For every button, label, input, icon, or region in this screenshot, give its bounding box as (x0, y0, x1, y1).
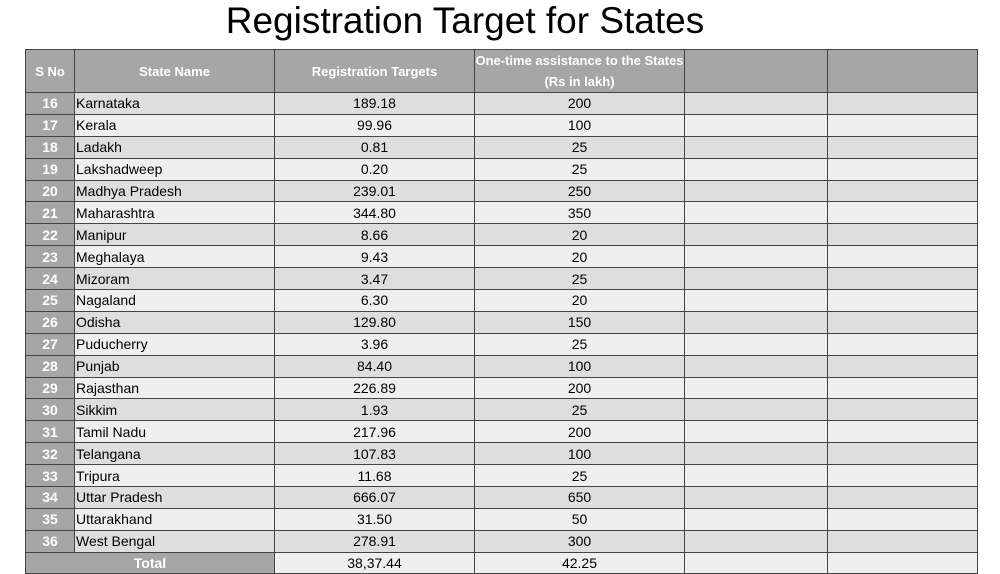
cell-state-name: Mizoram (75, 268, 275, 290)
table-row (26, 487, 978, 509)
cell-registration-target: 11.68 (275, 465, 475, 487)
cell-extra-2 (828, 443, 978, 465)
table-row (26, 508, 978, 530)
table-row (26, 246, 978, 268)
cell-state-name: West Bengal (75, 530, 275, 552)
cell-state-name: Puducherry (75, 333, 275, 355)
cell-sno: 35 (26, 508, 75, 530)
cell-extra-2 (828, 311, 978, 333)
total-target: 38,37.44 (275, 552, 475, 573)
cell-registration-target: 8.66 (275, 224, 475, 246)
cell-extra-1 (685, 202, 828, 224)
cell-sno: 25 (26, 290, 75, 312)
cell-registration-target: 107.83 (275, 443, 475, 465)
cell-sno: 17 (26, 114, 75, 136)
table-row (26, 399, 978, 421)
table-row (26, 377, 978, 399)
cell-extra-2 (828, 290, 978, 312)
cell-registration-target: 3.47 (275, 268, 475, 290)
cell-registration-target: 278.91 (275, 530, 475, 552)
cell-state-name: Uttar Pradesh (75, 487, 275, 509)
cell-state-name: Meghalaya (75, 246, 275, 268)
cell-extra-2 (828, 202, 978, 224)
header-state-name: State Name (75, 50, 275, 93)
cell-sno: 16 (26, 93, 75, 115)
cell-sno: 31 (26, 421, 75, 443)
cell-state-name: Tamil Nadu (75, 421, 275, 443)
cell-sno: 33 (26, 465, 75, 487)
cell-extra-2 (828, 421, 978, 443)
cell-extra-2 (828, 180, 978, 202)
cell-extra-2 (828, 224, 978, 246)
cell-registration-target: 3.96 (275, 333, 475, 355)
cell-assistance: 650 (475, 487, 685, 509)
cell-sno: 19 (26, 158, 75, 180)
cell-extra-1 (685, 443, 828, 465)
cell-registration-target: 344.80 (275, 202, 475, 224)
table-row (26, 114, 978, 136)
cell-extra-2 (828, 530, 978, 552)
cell-extra-1 (685, 93, 828, 115)
table-row (26, 93, 978, 115)
header-registration-targets: Registration Targets (275, 50, 475, 93)
cell-extra-1 (685, 399, 828, 421)
cell-extra-2 (828, 93, 978, 115)
cell-registration-target: 99.96 (275, 114, 475, 136)
cell-assistance: 20 (475, 246, 685, 268)
cell-registration-target: 0.81 (275, 136, 475, 158)
cell-extra-2 (828, 508, 978, 530)
cell-extra-1 (685, 246, 828, 268)
table-row (26, 421, 978, 443)
cell-extra-2 (828, 246, 978, 268)
cell-state-name: Sikkim (75, 399, 275, 421)
cell-extra-2 (828, 136, 978, 158)
cell-extra-1 (685, 377, 828, 399)
cell-extra-2 (828, 268, 978, 290)
cell-state-name: Kerala (75, 114, 275, 136)
cell-extra-2 (828, 333, 978, 355)
table-row (26, 268, 978, 290)
cell-assistance: 25 (475, 465, 685, 487)
cell-extra-1 (685, 290, 828, 312)
cell-assistance: 350 (475, 202, 685, 224)
cell-extra-2 (828, 399, 978, 421)
cell-sno: 30 (26, 399, 75, 421)
cell-extra-1 (685, 114, 828, 136)
cell-assistance: 150 (475, 311, 685, 333)
table-row (26, 333, 978, 355)
cell-extra-1 (685, 421, 828, 443)
header-row (26, 50, 978, 93)
total-label: Total (26, 552, 275, 573)
cell-extra-1 (685, 333, 828, 355)
cell-extra-2 (828, 114, 978, 136)
cell-extra-2 (828, 377, 978, 399)
cell-assistance: 300 (475, 530, 685, 552)
cell-extra-2 (828, 465, 978, 487)
cell-assistance: 100 (475, 114, 685, 136)
page-title: Registration Target for States (225, 0, 705, 41)
cell-extra-1 (685, 268, 828, 290)
cell-assistance: 100 (475, 355, 685, 377)
cell-extra-1 (685, 224, 828, 246)
cell-assistance: 25 (475, 158, 685, 180)
cell-sno: 22 (26, 224, 75, 246)
cell-sno: 36 (26, 530, 75, 552)
cell-sno: 34 (26, 487, 75, 509)
cell-sno: 29 (26, 377, 75, 399)
cell-sno: 24 (26, 268, 75, 290)
cell-registration-target: 239.01 (275, 180, 475, 202)
cell-sno: 18 (26, 136, 75, 158)
cell-sno: 27 (26, 333, 75, 355)
table-row (26, 355, 978, 377)
table-row (26, 224, 978, 246)
cell-extra-1 (685, 180, 828, 202)
header-extra-1 (685, 50, 828, 93)
table-row (26, 443, 978, 465)
table-row (26, 136, 978, 158)
cell-sno: 23 (26, 246, 75, 268)
cell-sno: 28 (26, 355, 75, 377)
cell-registration-target: 666.07 (275, 487, 475, 509)
cell-state-name: Lakshadweep (75, 158, 275, 180)
cell-extra-1 (685, 355, 828, 377)
cell-state-name: Madhya Pradesh (75, 180, 275, 202)
cell-extra-2 (828, 158, 978, 180)
cell-sno: 21 (26, 202, 75, 224)
cell-assistance: 25 (475, 333, 685, 355)
cell-state-name: Manipur (75, 224, 275, 246)
cell-assistance: 100 (475, 443, 685, 465)
registration-table (25, 49, 978, 574)
cell-registration-target: 226.89 (275, 377, 475, 399)
cell-assistance: 250 (475, 180, 685, 202)
cell-assistance: 50 (475, 508, 685, 530)
cell-registration-target: 129.80 (275, 311, 475, 333)
cell-registration-target: 9.43 (275, 246, 475, 268)
table-row (26, 465, 978, 487)
table-row (26, 180, 978, 202)
cell-assistance: 25 (475, 399, 685, 421)
cell-assistance: 200 (475, 421, 685, 443)
cell-state-name: Rajasthan (75, 377, 275, 399)
header-extra-2 (828, 50, 978, 93)
cell-extra-1 (685, 530, 828, 552)
cell-assistance: 25 (475, 136, 685, 158)
cell-registration-target: 217.96 (275, 421, 475, 443)
table-body (26, 93, 978, 553)
cell-extra-1 (685, 136, 828, 158)
table-row (26, 158, 978, 180)
table-row (26, 530, 978, 552)
cell-state-name: Odisha (75, 311, 275, 333)
cell-registration-target: 1.93 (275, 399, 475, 421)
header-sno: S No (26, 50, 75, 93)
cell-registration-target: 31.50 (275, 508, 475, 530)
table-row (26, 290, 978, 312)
cell-state-name: Punjab (75, 355, 275, 377)
cell-registration-target: 189.18 (275, 93, 475, 115)
cell-state-name: Uttarakhand (75, 508, 275, 530)
cell-extra-1 (685, 487, 828, 509)
cell-extra-1 (685, 508, 828, 530)
cell-extra-2 (828, 355, 978, 377)
cell-state-name: Tripura (75, 465, 275, 487)
cell-assistance: 20 (475, 290, 685, 312)
cell-state-name: Maharashtra (75, 202, 275, 224)
cell-extra-2 (828, 487, 978, 509)
total-assistance: 42.25 (475, 552, 685, 573)
header-one-time-assistance: One-time assistance to the States (Rs in lakh) (475, 50, 685, 93)
table-row (26, 202, 978, 224)
cell-extra-1 (685, 465, 828, 487)
cell-extra-1 (685, 158, 828, 180)
cell-assistance: 200 (475, 377, 685, 399)
cell-state-name: Ladakh (75, 136, 275, 158)
cell-registration-target: 0.20 (275, 158, 475, 180)
table-row (26, 311, 978, 333)
cell-assistance: 200 (475, 93, 685, 115)
cell-extra-1 (685, 311, 828, 333)
cell-state-name: Nagaland (75, 290, 275, 312)
cell-registration-target: 84.40 (275, 355, 475, 377)
cell-sno: 20 (26, 180, 75, 202)
cell-registration-target: 6.30 (275, 290, 475, 312)
cell-sno: 26 (26, 311, 75, 333)
cell-assistance: 20 (475, 224, 685, 246)
cell-sno: 32 (26, 443, 75, 465)
cell-assistance: 25 (475, 268, 685, 290)
cell-state-name: Telangana (75, 443, 275, 465)
cell-state-name: Karnataka (75, 93, 275, 115)
